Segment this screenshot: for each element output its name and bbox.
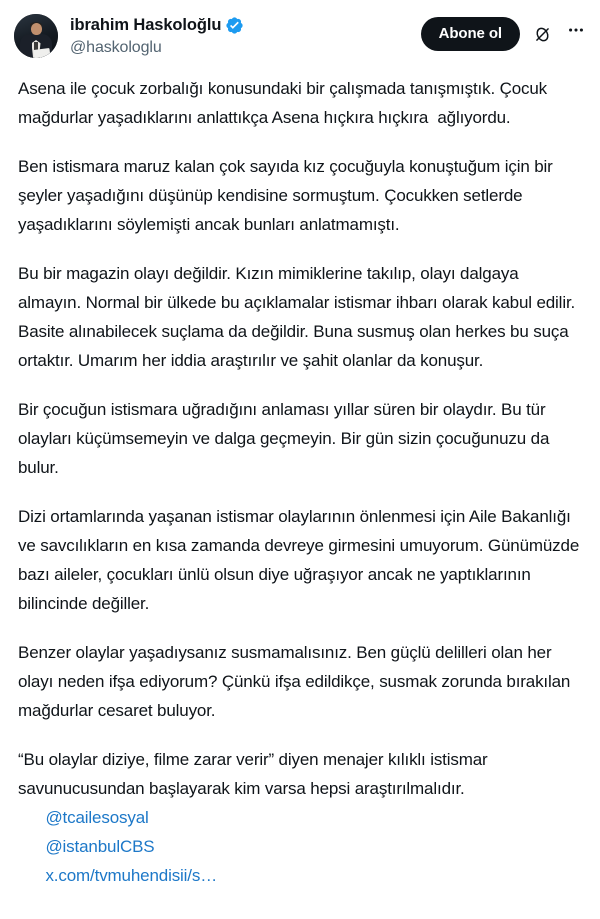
avatar[interactable] <box>14 14 58 58</box>
mention-link-tcailesosyal[interactable]: @tcailesosyal <box>45 808 149 827</box>
author-display-name[interactable]: ibrahim Haskoloğlu <box>70 16 222 34</box>
mention-link-istanbulcbs[interactable]: @istanbulCBS <box>45 837 155 856</box>
post-body <box>0 64 600 919</box>
avatar-face <box>31 23 42 35</box>
post-paragraph-final <box>18 745 586 919</box>
avatar-wrapper[interactable] <box>14 14 58 58</box>
author-handle[interactable]: @haskologlu <box>70 39 162 56</box>
post-paragraph: Benzer olaylar yaşadıysanız susmamalısınız. Ben güçlü delilleri olan her olayı neden ifşa ediyorum? Çünkü ifşa edildikçe, susmak zorunda bırakılan mağdurlar cesaret buluyor. <box>18 643 575 720</box>
more-horizontal-icon[interactable] <box>564 22 588 46</box>
grok-icon[interactable] <box>530 22 554 46</box>
quoted-post-link[interactable]: x.com/tvmuhendisii/s… <box>45 866 218 885</box>
post-paragraph-final-text: “Bu olaylar diziye, filme zarar verir” diyen menajer kılıklı istismar savunucusundan başlayarak kim varsa hepsi araştırılmalıdır. <box>18 750 493 798</box>
post-paragraph: Asena ile çocuk zorbalığı konusundaki bir çalışmada tanışmıştık. Çocuk mağdurlar yaşadıklarını anlattıkça Asena hıçkıra hıçkıra ağlıyordu. <box>18 79 552 127</box>
subscribe-button[interactable]: Abone ol <box>421 17 520 51</box>
post-paragraph: Bu bir magazin olayı değildir. Kızın mimiklerine takılıp, olayı dalgaya almayın. Normal bir ülkede bu açıklamalar istismar ihbarı olarak kabul edilir. Basite alınabilecek suçlama da değildir. Buna susmuş olan herkes bu suça ortaktır. Umarım her iddia araştırılır ve şahit olanlar da konuşur. <box>18 264 580 370</box>
display-name-row <box>70 15 421 35</box>
post-paragraph: Dizi ortamlarında yaşanan istismar olaylarının önlenmesi için Aile Bakanlığı ve savcılıkların en kısa zamanda devreye girmesini umuyorum. Günümüzde bazı aileler, çocukları ünlü olsun diye uğraşıyor ancak ne yaptıklarının bilincinde değiller. <box>18 507 584 613</box>
post-header <box>0 0 600 64</box>
post-paragraph: Ben istismara maruz kalan çok sayıda kız çocuğuyla konuştuğum için bir şeyler yaşadığını düşünüp kendisine sormuştum. Çocukken setlerde yaşadıklarını söylemişti ancak bunları anlatmamıştı. <box>18 157 558 234</box>
post-paragraph: Bir çocuğun istismara uğradığını anlaması yıllar süren bir olaydır. Bu tür olayları küçümsemeyin ve dalga geçmeyin. Bir gün sizin çocuğunuzu da bulur. <box>18 400 554 477</box>
header-actions <box>421 14 588 51</box>
verified-badge-icon[interactable] <box>225 16 244 35</box>
author-names <box>70 14 421 58</box>
avatar-paper <box>34 48 51 58</box>
